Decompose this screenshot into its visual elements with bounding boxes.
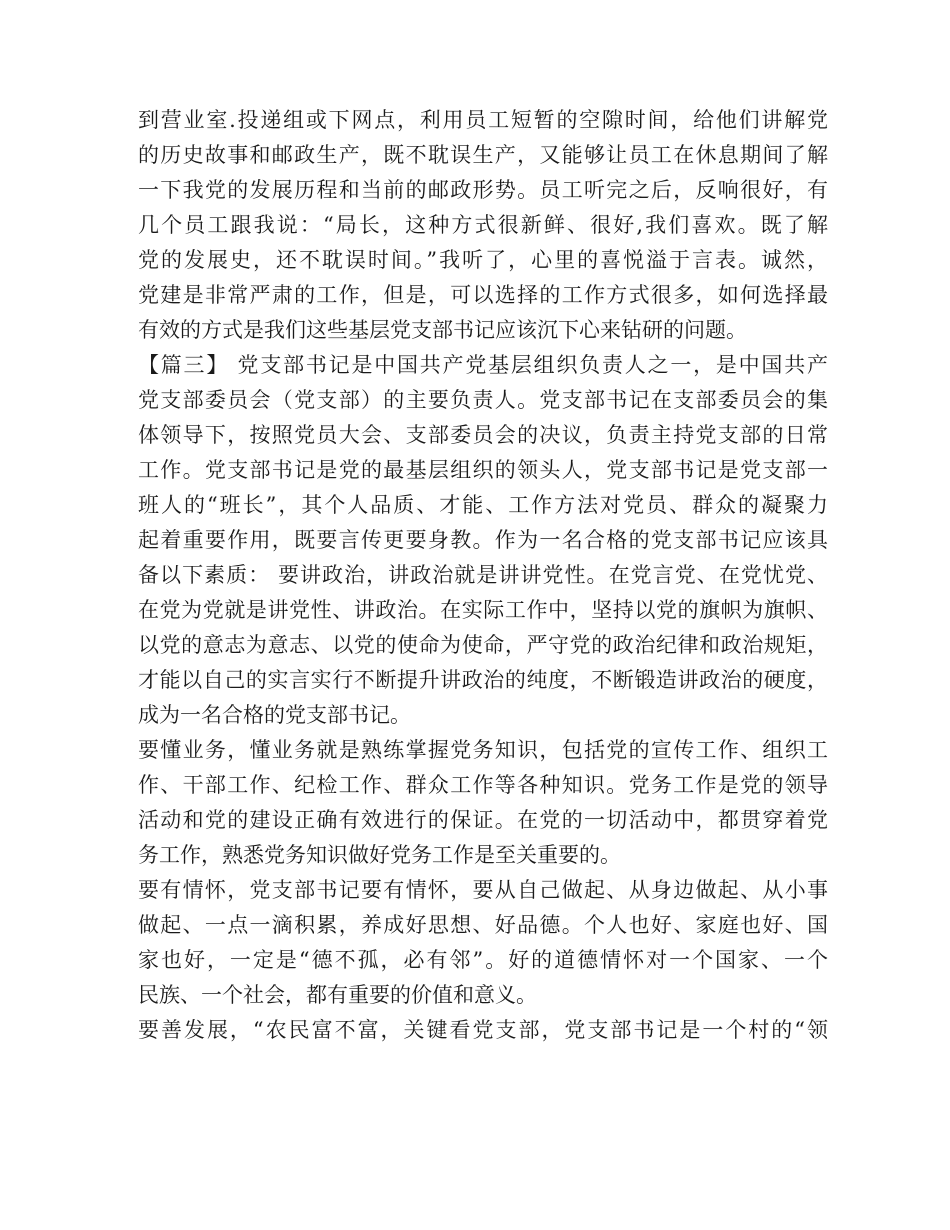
text-line: 体领导下，按照党员大会、支部委员会的决议，负责主持党支部的日常: [138, 423, 828, 447]
text-line: 党支部委员会（党支部）的主要负责人。党支部书记在支部委员会的集: [138, 388, 828, 412]
text-line: 到营业室.投递组或下网点，利用员工短暂的空隙时间，给他们讲解党: [138, 108, 828, 132]
text-line: 【篇三】 党支部书记是中国共产党基层组织负责人之一，是中国共产: [138, 353, 828, 377]
text-line: 在党为党就是讲党性、讲政治。在实际工作中，坚持以党的旗帜为旗帜、: [138, 598, 828, 622]
text-line: 民族、一个社会，都有重要的价值和意义。: [138, 983, 537, 1007]
text-line: 党的发展史，还不耽误时间。”我听了，心里的喜悦溢于言表。诚然，: [138, 248, 828, 272]
text-line: 作、干部工作、纪检工作、群众工作等各种知识。党务工作是党的领导: [138, 773, 828, 797]
text-line: 要有情怀，党支部书记要有情怀，要从自己做起、从身边做起、从小事: [138, 878, 828, 902]
text-line: 班人的“班长”，其个人品质、才能、工作方法对党员、群众的凝聚力: [138, 493, 828, 517]
text-line: 有效的方式是我们这些基层党支部书记应该沉下心来钻研的问题。: [138, 318, 747, 342]
text-line: 的历史故事和邮政生产，既不耽误生产，又能够让员工在休息期间了解: [138, 143, 828, 167]
text-line: 活动和党的建设正确有效进行的保证。在党的一切活动中，都贯穿着党: [138, 808, 828, 832]
text-line: 才能以自己的实言实行不断提升讲政治的纯度，不断锻造讲政治的硬度，: [138, 668, 828, 692]
text-line: 工作。党支部书记是党的最基层组织的领头人，党支部书记是党支部一: [138, 458, 828, 482]
text-line: 做起、一点一滴积累，养成好思想、好品德。个人也好、家庭也好、国: [138, 913, 828, 937]
text-line: 一下我党的发展历程和当前的邮政形势。员工听完之后，反响很好，有: [138, 178, 828, 202]
text-line: 党建是非常严肃的工作，但是，可以选择的工作方式很多，如何选择最: [138, 283, 828, 307]
text-line: 要善发展，“农民富不富，关键看党支部，党支部书记是一个村的“领: [138, 1018, 828, 1042]
text-line: 以党的意志为意志、以党的使命为使命，严守党的政治纪律和政治规矩，: [138, 633, 828, 657]
text-line: 几个员工跟我说：“局长，这种方式很新鲜、很好,我们喜欢。既了解: [138, 213, 828, 237]
text-line: 起着重要作用，既要言传更要身教。作为一名合格的党支部书记应该具: [138, 528, 828, 552]
text-line: 要懂业务，懂业务就是熟练掌握党务知识，包括党的宣传工作、组织工: [138, 738, 828, 762]
text-line: 成为一名合格的党支部书记。: [138, 703, 411, 727]
text-line: 家也好，一定是“德不孤，必有邻”。好的道德情怀对一个国家、一个: [138, 948, 828, 972]
text-line: 备以下素质： 要讲政治，讲政治就是讲讲党性。在党言党、在党忧党、: [138, 563, 828, 587]
text-line: 务工作，熟悉党务知识做好党务工作是至关重要的。: [138, 843, 621, 867]
body-text: [138, 103, 828, 1048]
